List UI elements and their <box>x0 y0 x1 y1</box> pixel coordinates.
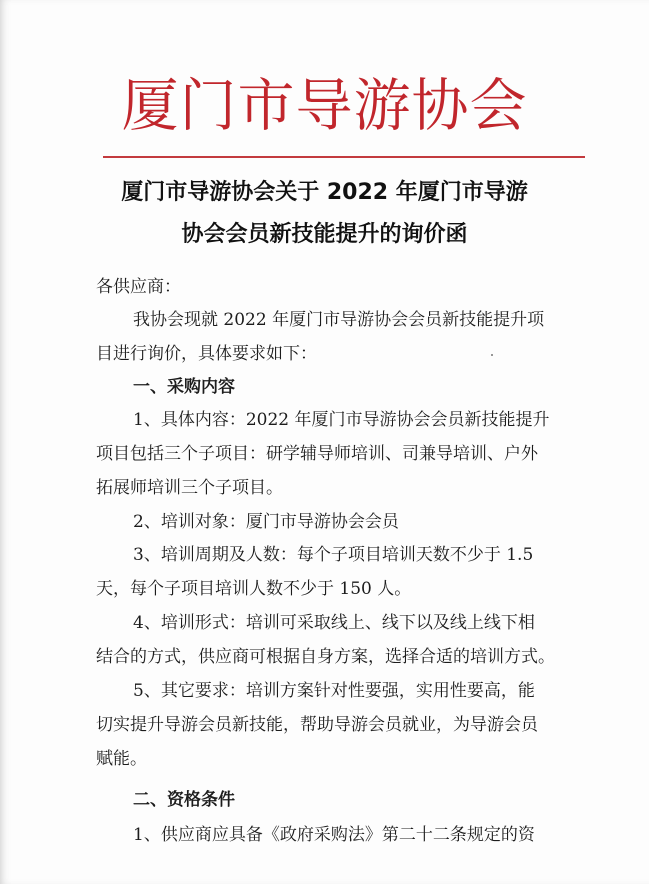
section-1-heading: 一、采购内容 <box>133 377 235 397</box>
letterhead-org-name: 厦门市导游协会 <box>121 73 528 139</box>
section-2-heading: 二、资格条件 <box>133 790 235 810</box>
document-title-line-1: 厦门市导游协会关于 2022 年厦门市导游 <box>121 180 528 205</box>
item-5-line-1: 5、其它要求：培训方案针对性要强，实用性要高，能 <box>133 681 535 701</box>
scan-speck <box>491 354 493 356</box>
intro-paragraph-line-1: 我协会现就 2022 年厦门市导游协会会员新技能提升项 <box>133 310 545 330</box>
salutation: 各供应商： <box>96 277 181 297</box>
item-4-line-2: 结合的方式，供应商可根据自身方案，选择合适的培训方式。 <box>96 647 555 667</box>
intro-paragraph-line-2: 目进行询价，具体要求如下： <box>96 344 317 364</box>
item-1-line-1: 1、具体内容：2022 年厦门市导游协会会员新技能提升 <box>133 410 550 430</box>
section-2-item-1-line-1: 1、供应商应具备《政府采购法》第二十二条规定的资 <box>133 825 535 845</box>
document-title-line-2: 协会会员新技能提升的询价函 <box>181 222 468 247</box>
letterhead-red-rule <box>103 156 585 158</box>
item-4-line-1: 4、培训形式：培训可采取线上、线下以及线上线下相 <box>133 613 535 633</box>
item-1-line-2: 项目包括三个子项目：研学辅导师培训、司兼导培训、户外 <box>96 444 538 464</box>
item-2: 2、培训对象：厦门市导游协会会员 <box>133 512 399 532</box>
item-5-line-3: 赋能。 <box>96 749 147 769</box>
item-3-line-2: 天，每个子项目培训人数不少于 150 人。 <box>96 579 412 599</box>
item-1-line-3: 拓展师培训三个子项目。 <box>96 478 283 498</box>
item-3-line-1: 3、培训周期及人数：每个子项目培训天数不少于 1.5 <box>133 545 534 565</box>
item-5-line-2: 切实提升导游会员新技能，帮助导游会员就业，为导游会员 <box>96 715 538 735</box>
